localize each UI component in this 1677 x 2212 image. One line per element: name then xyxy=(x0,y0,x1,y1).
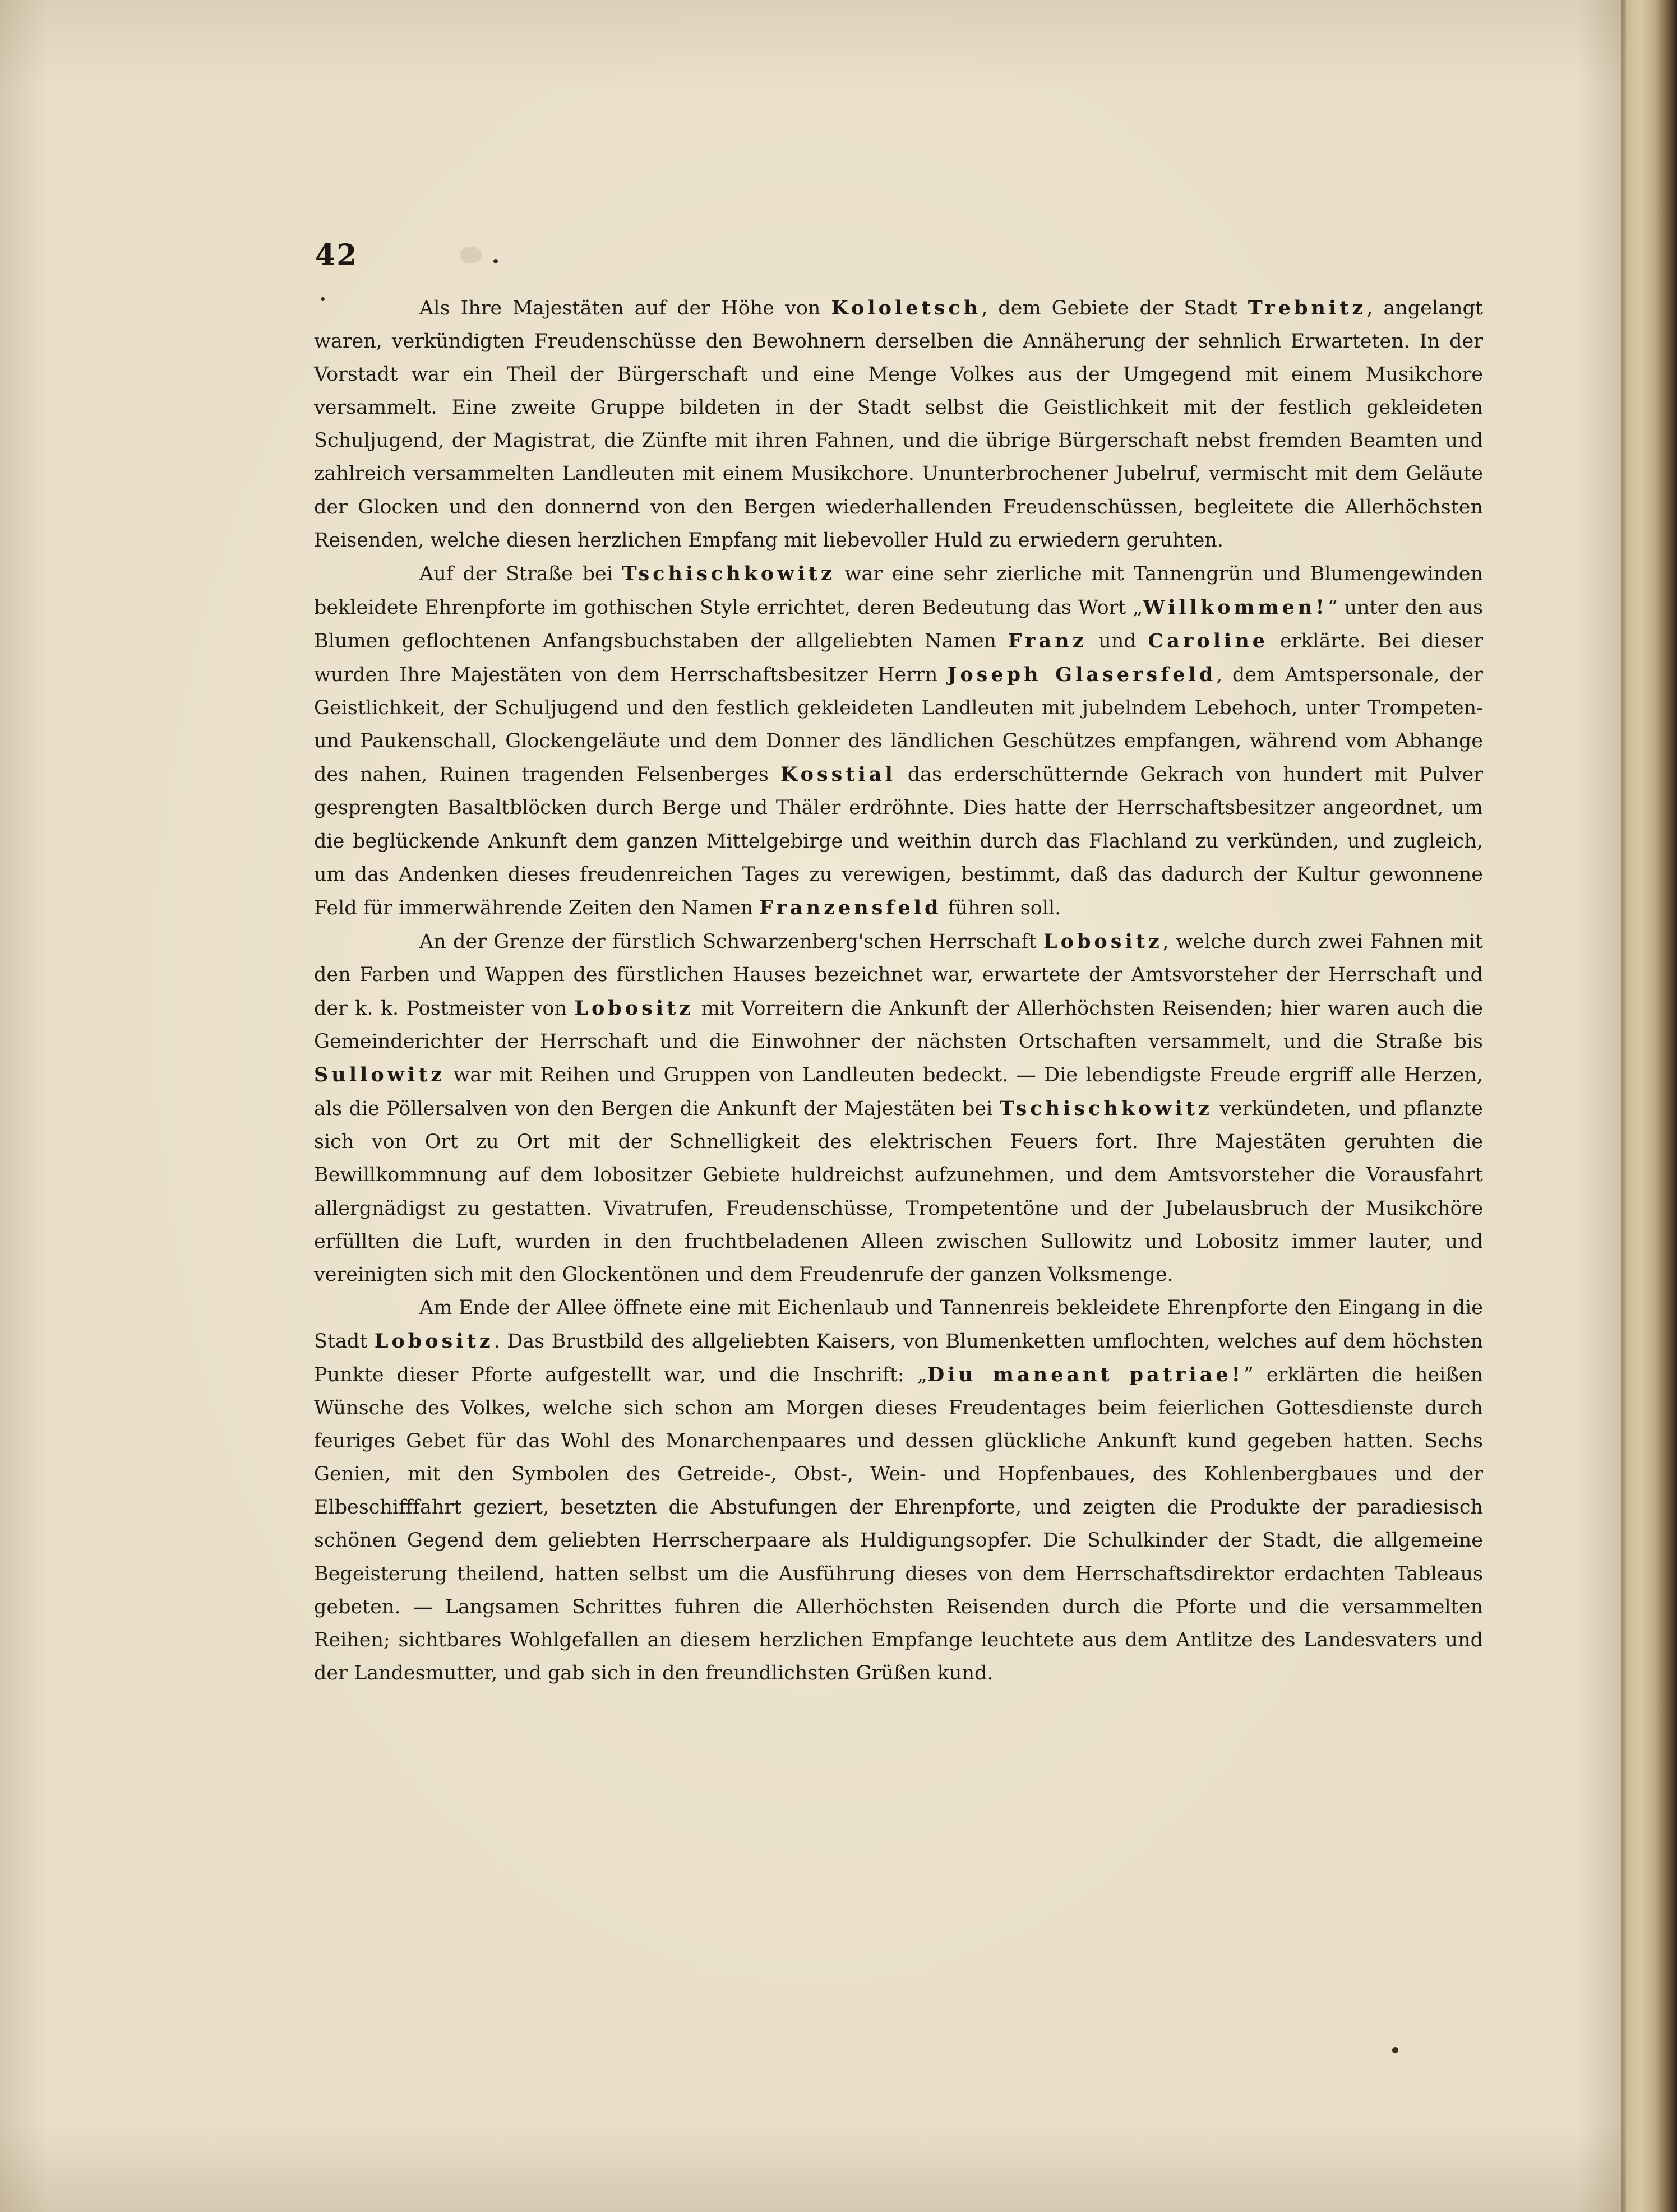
text-run: erklärte. Bei dieser wurden Ihre Majestäten von dem Herrschaftsbesitzer Herrn xyxy=(314,630,1483,687)
text-run: , angelangt waren, verkündigten Freudenschüsse den Bewohnern derselben die Annäherung der sehnlich Erwarteten. In der Vorstadt war ein Theil der Bürgerschaft und eine Menge Volkes aus der Umgegend mit einem Musikchore versammelt. Eine zweite Gruppe bildeten in der Stadt selbst die Geistlichkeit mit der festlich gekleideten Schuljugend, der Magistrat, die Zünfte mit ihren Fahnen, und die übrige Bürgerschaft nebst fremden Beamten und zahlreich versammelten Landleuten mit einem Musikchore. Ununterbrochener Jubelruf, vermischt mit dem Geläute der Glocken und den donnernd von den Bergen wiederhallenden Freudenschüssen, begleitete die Allerhöchsten Reisenden, welche diesen herzlichen Empfang mit liebevoller Huld zu erwiedern geruhten. xyxy=(314,297,1483,552)
spaced-name: Lobositz xyxy=(374,1329,494,1353)
text-run: verkündeten, und pflanzte sich von Ort zu Ort mit der Schnelligkeit des elektrischen Feuers fort. Ihre Majestäten geruhten die Bewillkommnung auf dem lobositzer Gebiete huldreichst aufzunehmen, und dem Amtsvorsteher die Vorausfahrt allergnädigst zu gestatten. Vivatrufen, Freudenschüsse, Trompetentöne und der Jubelausbruch der Musikchöre erfüllten die Luft, wurden in den fruchtbeladenen Alleen zwischen Sullowitz und Lobositz immer lauter, und vereinigten sich mit den Glockentönen und dem Freudenrufe der ganzen Volksmenge. xyxy=(314,1098,1484,1286)
text-run: An der Grenze der fürstlich Schwarzenberg'schen Herrschaft xyxy=(419,930,1043,953)
spaced-name: Franzensfeld xyxy=(759,896,942,919)
text-run: mit Vorreitern die Ankunft der Allerhöchsten Reisenden; hier waren auch die Gemeinderichter der Herrschaft und die Einwohner der nächsten Ortschaften versammelt, und die Straße bis xyxy=(314,997,1483,1053)
text-run: , welche durch zwei Fahnen mit den Farben und Wappen des fürstlichen Hauses bezeichnet war, erwartete der Amtsvorsteher der Herrschaft und der k. k. Postmeister von xyxy=(314,930,1483,1020)
spaced-name: Sullowitz xyxy=(314,1063,446,1087)
spaced-name: Kosstial xyxy=(780,763,896,786)
text-run: “ unter den aus Blumen geflochtenen Anfangsbuchstaben der allgeliebten Namen xyxy=(314,596,1483,653)
text-run: Als Ihre Majestäten auf der Höhe von xyxy=(419,297,831,320)
text-run: führen soll. xyxy=(941,896,1061,919)
paper-stain xyxy=(460,247,482,263)
ink-speck xyxy=(1392,2047,1398,2053)
page-edge xyxy=(1626,0,1677,2212)
spaced-name: Lobositz xyxy=(574,996,694,1020)
text-run: das erderschütternde Gekrach von hundert mit Pulver gesprengten Basaltblöcken durch Berge und Thäler erdröhnte. Dies hatte der Herrschaftsbesitzer angeordnet, um die beglückende Ankunft dem ganzen Mittelgebirge und weithin durch das Flachland zu verkünden, und zugleich, um das Andenken dieses freudenreichen Tages zu verewigen, bestimmt, daß das dadurch der Kultur gewonnene Feld für immerwährende Zeiten den Namen xyxy=(314,763,1484,919)
paragraph-kololetsch xyxy=(314,291,1483,557)
text-run: war mit Reihen und Gruppen von Landleuten bedeckt. — Die lebendigste Freude ergriff alle Herzen, als die Pöllersalven von den Bergen die Ankunft der Majestäten bei xyxy=(314,1064,1483,1121)
text-run: , dem Amtspersonale, der Geistlichkeit, der Schuljugend und den festlich gekleideten Landleuten mit jubelndem Lebehoch, unter Trompeten- und Paukenschall, Glockengeläute und dem Donner des ländlichen Geschützes empfangen, während vom Abhange des nahen, Ruinen tragenden Felsenberges xyxy=(314,664,1483,786)
text-run: , dem Gebiete der Stadt xyxy=(981,297,1248,320)
text-run: . Das Brustbild des allgeliebten Kaisers, von Blumenketten umflochten, welches auf dem höchsten Punkte dieser Pforte aufgestellt war, und die Inschrift: „ xyxy=(314,1330,1483,1386)
text-run: Am Ende der Allee öffnete eine mit Eichenlaub und Tannenreis bekleidete Ehrenpforte den Eingang in die Stadt xyxy=(314,1296,1483,1353)
page-number: 42 xyxy=(315,238,358,272)
paragraph-lobositz-gate xyxy=(314,1292,1483,1690)
spaced-name: Franz xyxy=(1008,629,1087,653)
paragraph-lobositz-border xyxy=(314,925,1483,1292)
spaced-name: Joseph Glasersfeld xyxy=(947,663,1217,687)
spaced-name: Tschischkowitz xyxy=(622,562,835,585)
spaced-name: Diu maneant patriae! xyxy=(927,1363,1244,1386)
spaced-name: Caroline xyxy=(1148,629,1269,653)
spaced-name: Tschischkowitz xyxy=(999,1097,1213,1121)
text-run: war eine sehr zierliche mit Tannengrün und Blumengewinden bekleidete Ehrenpforte im gothischen Style errichtet, deren Bedeutung das Wort „ xyxy=(314,562,1483,619)
spaced-name: Willkommen! xyxy=(1143,595,1328,619)
body-text xyxy=(314,291,1483,1690)
paragraph-tschischkowitz xyxy=(314,557,1483,925)
text-run: ” erklärten die heißen Wünsche des Volkes, welche sich schon am Morgen dieses Freudentages beim feierlichen Gottesdienste durch feuriges Gebet für das Wohl des Monarchenpaares und dessen glückliche Ankunft kund gegeben hatten. Sechs Genien, mit den Symbolen des Getreide-, Obst-, Wein- und Hopfenbaues, des Kohlenbergbaues und der Elbeschifffahrt geziert, besetzten die Abstufungen der Ehrenpforte, und zeigten die Produkte der paradiesisch schönen Gegend dem geliebten Herrscherpaare als Huldigungsopfer. Die Schulkinder der Stadt, die allgemeine Begeisterung theilend, hatten selbst um die Ausführung dieses von dem Herrschaftsdirektor erdachten Tableaus gebeten. — Langsamen Schrittes fuhren die Allerhöchsten Reisenden durch die Pforte und die versammelten Reihen; sichtbares Wohlgefallen an diesem herzlichen Empfange leuchtete aus dem Antlitze des Landesvaters und der Landesmutter, und gab sich in den freundlichsten Grüßen kund. xyxy=(314,1364,1483,1685)
spaced-name: Lobositz xyxy=(1043,929,1163,953)
text-run: Auf der Straße bei xyxy=(419,562,622,585)
spaced-name: Kololetsch xyxy=(831,297,982,320)
spaced-name: Trebnitz xyxy=(1248,297,1367,320)
ink-speck xyxy=(493,259,498,263)
text-run: und xyxy=(1087,630,1148,653)
